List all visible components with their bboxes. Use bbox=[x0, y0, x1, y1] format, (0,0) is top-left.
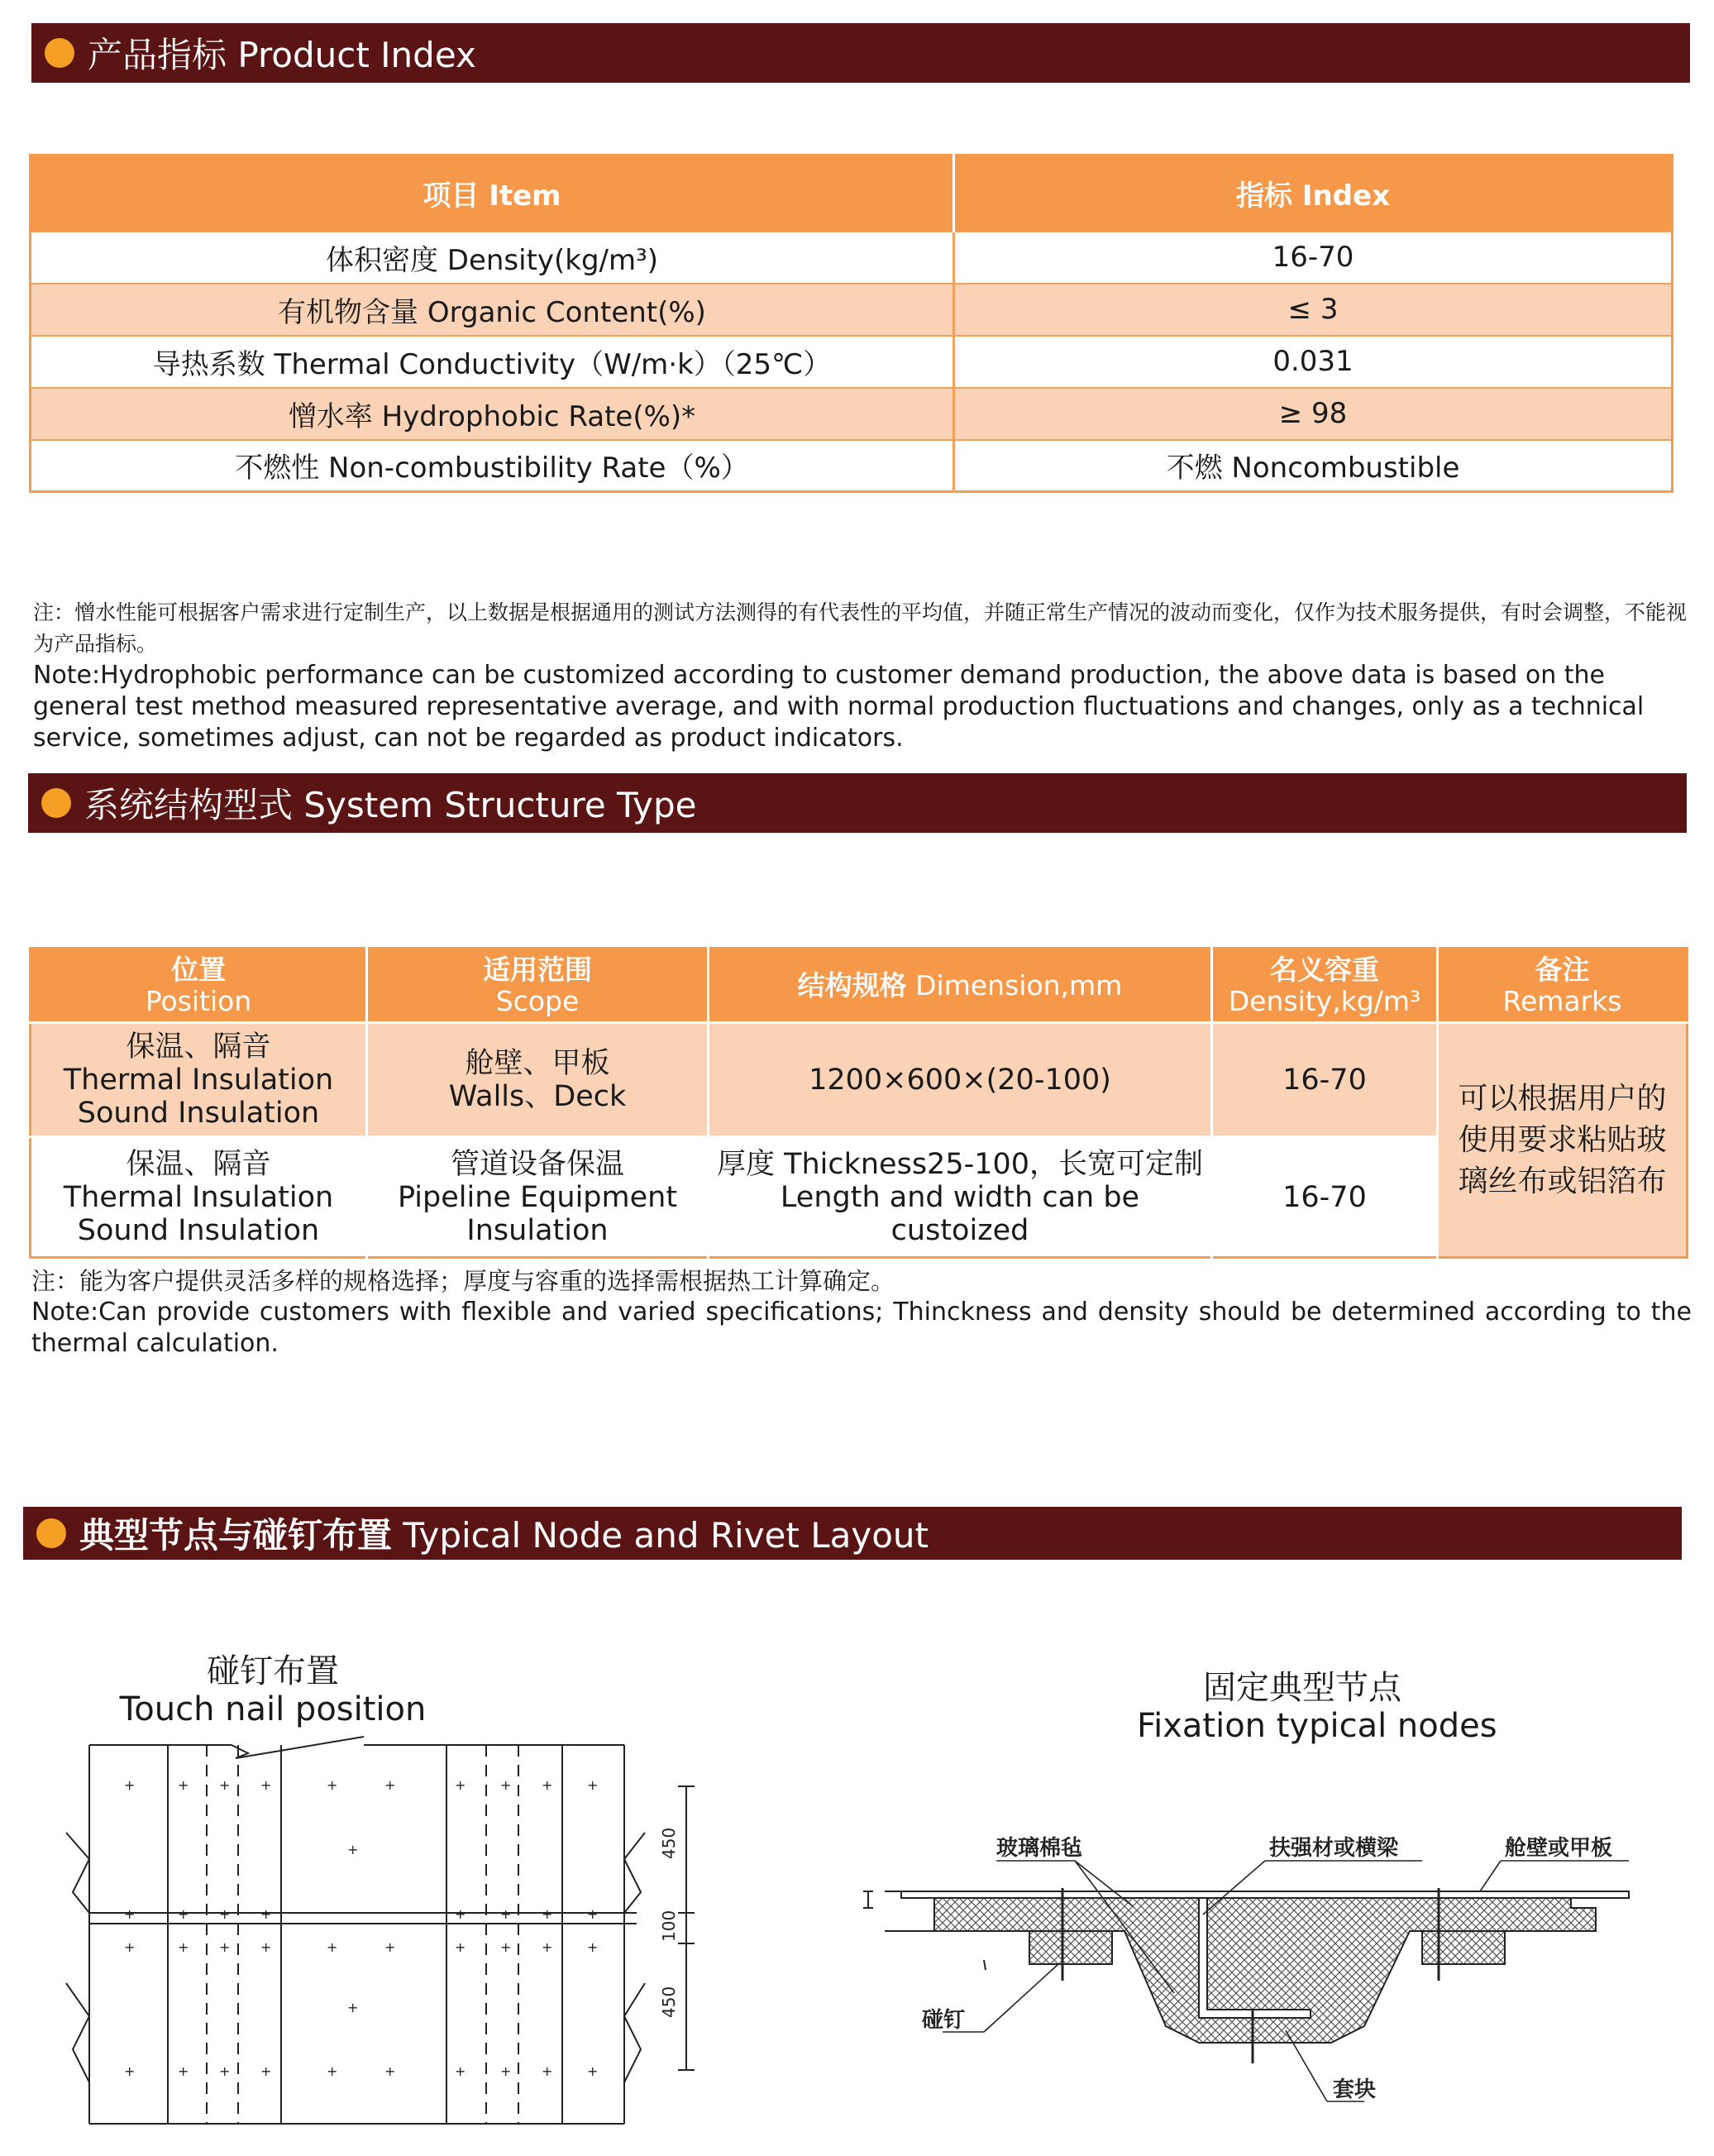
svg-text:+: + bbox=[542, 1939, 553, 1955]
fixation-node-diagram bbox=[852, 1815, 1645, 2146]
header-en: Density,kg/m³ bbox=[1228, 984, 1421, 1017]
cell-line: 保温、隔音 bbox=[126, 1147, 271, 1181]
header-cn: 名义容重 bbox=[1270, 953, 1379, 986]
diagram-title-en: Fixation typical nodes bbox=[1137, 1707, 1497, 1745]
header-en: Dimension,mm bbox=[915, 968, 1123, 1002]
svg-text:+: + bbox=[500, 1777, 512, 1793]
svg-text:+: + bbox=[455, 1777, 466, 1793]
column-header-remarks bbox=[1438, 949, 1688, 1023]
table-cell: 导热系数 Thermal Conductivity（W/m·k）（25℃） bbox=[31, 336, 954, 388]
svg-text:+: + bbox=[500, 2063, 512, 2079]
table-cell-dimension bbox=[709, 1023, 1212, 1137]
touch-nail-layout-diagram bbox=[50, 1735, 711, 2149]
svg-text:+: + bbox=[219, 1777, 231, 1793]
svg-text:+: + bbox=[178, 1777, 189, 1793]
svg-text:+: + bbox=[260, 1939, 272, 1955]
cell-line: 管道设备保温 bbox=[450, 1147, 624, 1181]
section-header-product-index bbox=[31, 23, 1690, 83]
cell-line: Sound Insulation bbox=[77, 1096, 320, 1130]
label-bulkhead: 舱壁或甲板 bbox=[1505, 1836, 1613, 1861]
svg-text:+: + bbox=[500, 1939, 512, 1955]
bullet-dot-icon bbox=[45, 38, 74, 68]
header-en: Position bbox=[145, 984, 252, 1017]
header-cn: 备注 bbox=[1535, 953, 1590, 986]
note-structure-type bbox=[31, 1265, 1692, 1360]
table-row bbox=[31, 1023, 1688, 1137]
section-title-bold: 典型节点与碰钉布置 bbox=[79, 1515, 393, 1556]
section-header-node-layout bbox=[23, 1507, 1682, 1560]
table-cell: 体积密度 Density(kg/m³) bbox=[31, 232, 954, 284]
column-header: 指标 Index bbox=[954, 155, 1673, 232]
svg-text:+: + bbox=[384, 1939, 396, 1955]
table-cell-density: 16-70 bbox=[1212, 1023, 1438, 1137]
svg-text:+: + bbox=[178, 2063, 189, 2079]
table-cell: 有机物含量 Organic Content(%) bbox=[31, 284, 954, 336]
section-title-rest: Typical Node and Rivet Layout bbox=[392, 1515, 929, 1556]
header-cn: 结构规格 bbox=[797, 968, 907, 1002]
table-cell: ≤ 3 bbox=[954, 284, 1673, 336]
table-row bbox=[31, 388, 1673, 440]
section-title: 系统结构型式 System Structure Type bbox=[84, 785, 697, 825]
svg-text:+: + bbox=[124, 1906, 136, 1922]
product-index-table bbox=[29, 154, 1673, 493]
table-row bbox=[31, 232, 1673, 284]
svg-text:+: + bbox=[455, 1939, 466, 1955]
diagram-right-title bbox=[1137, 1669, 1497, 1745]
svg-text:+: + bbox=[455, 1906, 466, 1922]
cell-line: 舱壁、甲板 bbox=[465, 1046, 610, 1080]
svg-text:+: + bbox=[384, 1777, 396, 1793]
section-title: 产品指标 Product Index bbox=[88, 35, 476, 75]
svg-text:+: + bbox=[542, 1777, 553, 1793]
dim-label: 450 bbox=[659, 1827, 679, 1859]
svg-text:+: + bbox=[219, 1939, 231, 1955]
svg-text:+: + bbox=[219, 2063, 231, 2079]
cell-line: Insulation bbox=[466, 1213, 609, 1247]
label-nail: 碰钉 bbox=[922, 2008, 966, 2033]
table-cell: 不燃性 Non-combustibility Rate（%） bbox=[31, 440, 954, 492]
cell-line: 厚度 Thickness25-100，长宽可定制 bbox=[716, 1147, 1204, 1181]
table-cell-position bbox=[31, 1137, 367, 1258]
table-header-row bbox=[31, 949, 1688, 1023]
svg-text:+: + bbox=[178, 1939, 189, 1955]
table-header-row bbox=[31, 155, 1673, 232]
table-cell-dimension bbox=[709, 1137, 1212, 1258]
svg-text:+: + bbox=[178, 1906, 189, 1922]
table-cell-remarks: 可以根据用户的使用要求粘贴玻璃丝布或铝箔布 bbox=[1438, 1023, 1688, 1258]
svg-text:+: + bbox=[260, 1906, 272, 1922]
label-sleeve: 套块 bbox=[1333, 2077, 1377, 2102]
section-header-structure-type bbox=[28, 773, 1687, 833]
table-cell-position bbox=[31, 1023, 367, 1137]
table-cell: ≥ 98 bbox=[954, 388, 1673, 440]
diagram-title-cn: 固定典型节点 bbox=[1203, 1669, 1401, 1707]
dim-label: 450 bbox=[659, 1986, 679, 2018]
table-cell: 16-70 bbox=[954, 232, 1673, 284]
label-stiffener: 扶强材或横梁 bbox=[1269, 1836, 1399, 1861]
svg-text:+: + bbox=[219, 1906, 231, 1922]
svg-text:+: + bbox=[587, 1906, 599, 1922]
svg-text:+: + bbox=[347, 1842, 359, 1857]
label-glass-wool: 玻璃棉毡 bbox=[996, 1836, 1083, 1861]
svg-text:+: + bbox=[500, 1906, 512, 1922]
cell-line: Walls、Deck bbox=[448, 1079, 627, 1113]
note-en: Note:Hydrophobic performance can be customized according to customer demand production, the above data is based on the general test method measured representative average, and with normal production fluctuations and changes, only as a technical service, sometimes adjust, can not be regarded as product indicators. bbox=[33, 661, 1645, 753]
note-cn: 注：憎水性能可根据客户需求进行定制生产，以上数据是根据通用的测试方法测得的有代表性的平均值，并随正常生产情况的波动而变化，仅作为技术服务提供，有时会调整，不能视为产品指标。 bbox=[33, 600, 1688, 656]
svg-text:+: + bbox=[124, 2063, 136, 2079]
table-cell: 不燃 Noncombustible bbox=[954, 440, 1673, 492]
table-row bbox=[31, 284, 1673, 336]
svg-text:+: + bbox=[327, 1939, 338, 1955]
header-en: Remarks bbox=[1502, 984, 1622, 1017]
cell-line: Thermal Insulation bbox=[63, 1063, 334, 1097]
svg-text:+: + bbox=[587, 2063, 599, 2079]
column-header-dimension bbox=[709, 949, 1212, 1023]
note-product-index bbox=[33, 597, 1695, 754]
svg-text:+: + bbox=[347, 2000, 359, 2015]
table-row bbox=[31, 440, 1673, 492]
note-cn: 注：能为客户提供灵活多样的规格选择；厚度与容重的选择需根据热工计算确定。 bbox=[31, 1267, 895, 1295]
svg-text:+: + bbox=[542, 2063, 553, 2079]
diagram-left-title bbox=[107, 1652, 438, 1728]
svg-text:+: + bbox=[124, 1939, 136, 1955]
diagram-title-cn: 碰钉布置 bbox=[207, 1652, 339, 1690]
table-cell: 0.031 bbox=[954, 336, 1673, 388]
diagram-title-en: Touch nail position bbox=[119, 1690, 427, 1728]
table-cell-density: 16-70 bbox=[1212, 1137, 1438, 1258]
cell-line: 1200×600×(20-100) bbox=[809, 1063, 1111, 1097]
table-cell: 憎水率 Hydrophobic Rate(%)* bbox=[31, 388, 954, 440]
dim-label: 100 bbox=[659, 1910, 679, 1942]
svg-text:+: + bbox=[587, 1939, 599, 1955]
svg-text:+: + bbox=[587, 1777, 599, 1793]
table-row bbox=[31, 336, 1673, 388]
structure-type-table bbox=[29, 947, 1688, 1259]
header-cn: 位置 bbox=[171, 953, 226, 986]
note-en: Note:Can provide customers with flexible and varied specifications; Thinckness and density should be determined according to the thermal calculation. bbox=[31, 1298, 1692, 1358]
svg-text:+: + bbox=[327, 2063, 338, 2079]
svg-text:+: + bbox=[260, 2063, 272, 2079]
header-en: Scope bbox=[495, 984, 580, 1017]
cell-line: Pipeline Equipment bbox=[397, 1180, 678, 1214]
bullet-dot-icon bbox=[41, 788, 71, 818]
svg-text:+: + bbox=[260, 1777, 272, 1793]
column-header-position bbox=[31, 949, 367, 1023]
column-header-density bbox=[1212, 949, 1438, 1023]
svg-text:+: + bbox=[124, 1777, 136, 1793]
bullet-dot-icon bbox=[36, 1518, 66, 1548]
cell-line: 保温、隔音 bbox=[126, 1030, 271, 1064]
cell-line: Sound Insulation bbox=[77, 1213, 320, 1247]
table-cell-scope bbox=[367, 1023, 709, 1137]
column-header: 项目 Item bbox=[31, 155, 954, 232]
svg-text:+: + bbox=[542, 1906, 553, 1922]
section-title bbox=[79, 1508, 929, 1558]
table-cell-scope bbox=[367, 1137, 709, 1258]
cell-line: Thermal Insulation bbox=[63, 1180, 334, 1214]
svg-text:+: + bbox=[455, 2063, 466, 2079]
column-header-scope bbox=[367, 949, 709, 1023]
svg-text:+: + bbox=[327, 1777, 338, 1793]
svg-text:+: + bbox=[384, 2063, 396, 2079]
header-cn: 适用范围 bbox=[483, 953, 592, 986]
cell-line: Length and width can be custoized bbox=[780, 1180, 1140, 1247]
